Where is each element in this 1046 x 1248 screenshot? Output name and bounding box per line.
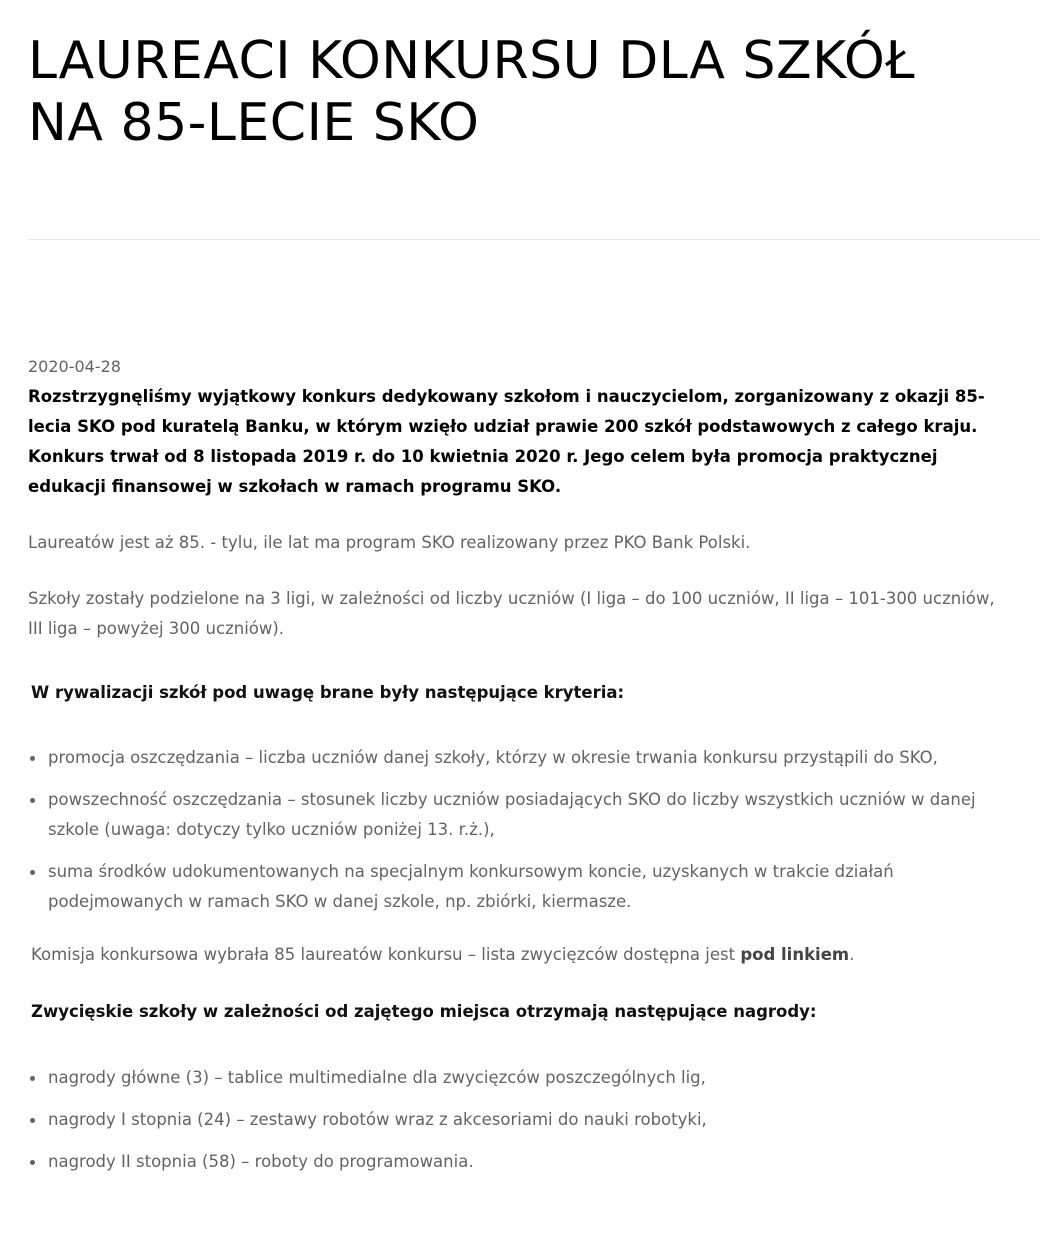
title-divider [28,239,1040,240]
article-lead: Rozstrzygnęliśmy wyjątkowy konkurs dedykowany szkołom i nauczycielom, zorganizowany z okazji 85-lecia SKO pod kuratelą Banku, w którym wzięło udział prawie 200 szkół podstawowych z całego kraju. Konkurs trwał od 8 listopada 2019 r. do 10 kwietnia 2020 r. Jego celem była promocja praktycznej edukacji finansowej w szkołach w ramach programu SKO. [28,387,985,496]
list-item [28,1105,1008,1135]
list-item-text: suma środków udokumentowanych na specjalnym konkursowym koncie, uzyskanych w trakcie działań podejmowanych w ramach SKO w danej szkole, np. zbiórki, kiermasze. [48,862,894,911]
list-item-text: nagrody I stopnia (24) – zestawy robotów wraz z akcesoriami do nauki robotyki, [48,1110,707,1129]
list-item-text: promocja oszczędzania – liczba uczniów danej szkoły, którzy w okresie trwania konkursu przystąpili do SKO, [48,748,938,767]
commission-text: Komisja konkursowa wybrała 85 laureatów konkursu – lista zwycięzców dostępna jest [31,945,741,964]
list-item [28,857,1008,917]
paragraph-leagues: Szkoły zostały podzielone na 3 ligi, w zależności od liczby uczniów (I liga – do 100 uczniów, II liga – 101-300 uczniów, III liga – powyżej 300 uczniów). [28,589,995,638]
paragraph-laureates: Laureatów jest aż 85. - tylu, ile lat ma program SKO realizowany przez PKO Bank Polski. [28,533,751,552]
commission-end: . [849,945,855,964]
list-item-text: nagrody główne (3) – tablice multimedialne dla zwycięzców poszczególnych lig, [48,1068,706,1087]
list-item-text: nagrody II stopnia (58) – roboty do programowania. [48,1152,474,1171]
bullet-icon [30,798,35,803]
bullet-icon [30,870,35,875]
list-item [28,1063,1008,1093]
page-title [28,30,1028,154]
criteria-heading: W rywalizacji szkół pod uwagę brane były następujące kryteria: [31,683,625,702]
list-item-text: powszechność oszczędzania – stosunek liczby uczniów posiadających SKO do liczby wszystkich uczniów w danej szkole (uwaga: dotyczy tylko uczniów poniżej 13. r.ż.), [48,790,976,839]
prizes-list [28,1063,1008,1177]
article-body [28,354,1008,1189]
page-title-line-2: NA 85-LECIE SKO [28,93,480,153]
paragraph-commission [31,940,1008,970]
bullet-icon [30,756,35,761]
prizes-heading: Zwycięskie szkoły w zależności od zajętego miejsca otrzymają następujące nagrody: [31,1002,817,1021]
criteria-list [28,743,1008,917]
article-date: 2020-04-28 [28,357,121,376]
list-item [28,1147,1008,1177]
bullet-icon [30,1160,35,1165]
list-item [28,785,1008,845]
list-item [28,743,1008,773]
bullet-icon [30,1118,35,1123]
winners-list-link[interactable]: pod linkiem [740,945,850,964]
page-title-line-1: LAUREACI KONKURSU DLA SZKÓŁ [28,31,916,91]
bullet-icon [30,1076,35,1081]
